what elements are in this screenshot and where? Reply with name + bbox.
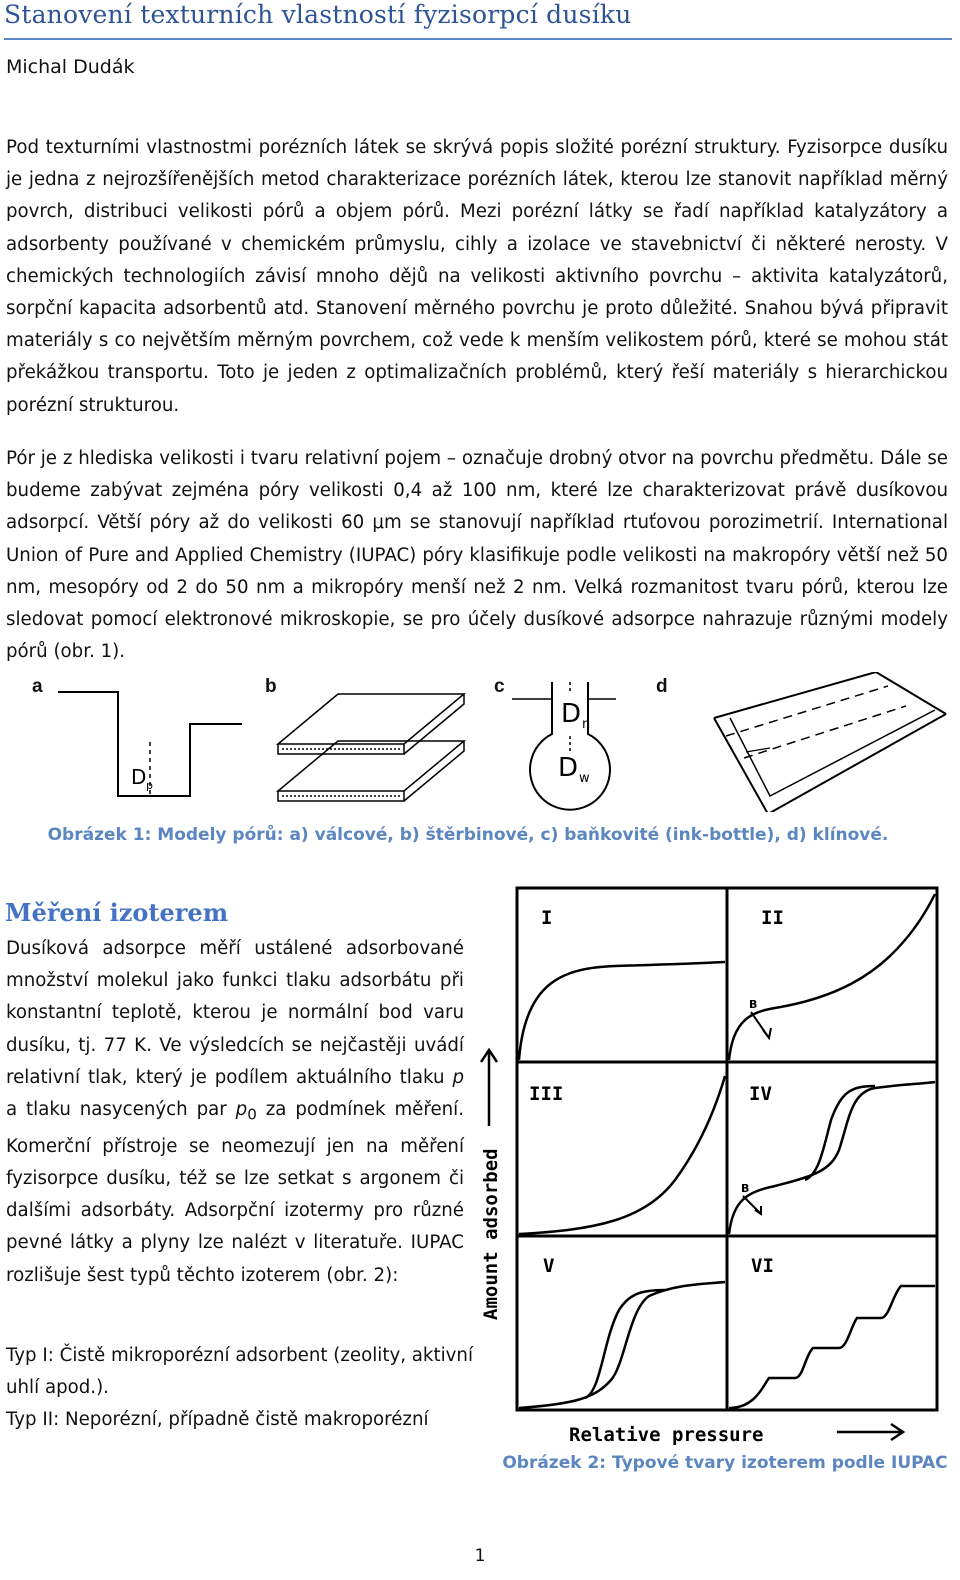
x-axis-label: Relative pressure — [569, 1424, 764, 1446]
dn-subscript: n — [582, 717, 591, 732]
section-heading: Měření izoterem — [5, 898, 229, 927]
isotherm-type-II-arrow — [751, 1012, 771, 1038]
title-rule — [4, 38, 952, 40]
dw-symbol: D — [558, 753, 579, 783]
author: Michal Dudák — [6, 56, 135, 78]
figure1-caption: Obrázek 1: Modely pórů: a) válcové, b) štěrbinové, c) baňkovité (ink-bottle), d) klínové. — [47, 825, 889, 845]
panel-label-III: III — [529, 1083, 564, 1105]
panel-label-VI: VI — [751, 1255, 774, 1277]
symbol-p: p — [452, 1066, 464, 1088]
type-1-item: Typ I: Čistě mikroporézní adsorbent (zeolity, aktivní uhlí apod.). — [6, 1345, 473, 1399]
isotherm-type-II — [729, 894, 935, 1060]
fig1-label-a: a — [32, 676, 43, 697]
symbol-p0: p — [235, 1099, 248, 1121]
panel-IV-point-b: B — [741, 1182, 750, 1195]
x-axis-arrow — [837, 1424, 903, 1440]
y-axis-label: Amount adsorbed — [480, 1148, 502, 1320]
dn-symbol: D — [561, 699, 582, 729]
figure2-caption: Obrázek 2: Typové tvary izoterem podle IUPAC — [502, 1453, 948, 1473]
intro-paragraph: Pod texturními vlastnostmi porézních látek se skrývá popis složité porézní struktury. Fyzisorpce dusíku je jedna z nejrozšířenějších metod charakterizace porézních látek, kterou lze stanovit například měrný povrch, distribuci velikosti pórů a objem pórů. Mezi porézní látky se řadí například katalyzátory a adsorbenty používané v chemickém průmyslu, cihly a izolace ve stavebnictví či některé nerosty. V chemických technologiích závisí mnoho dějů na velikosti aktivního povrchu – aktivita katalyzátorů, sorpční kapacita adsorbentů atd. Stanovení měrného povrchu je proto důležité. Snahou bývá připravit materiály s co největším měrným povrchem, což vede k menším velikostem pórů, které se mohou stát překážkou transportu. Toto je jeden z optimalizačních problémů, který řeší materiály s hierarchickou porézní strukturou. — [6, 137, 948, 416]
panel-label-V: V — [543, 1255, 555, 1277]
isotherm-type-VI — [729, 1286, 935, 1408]
isotherm-paragraph — [6, 933, 464, 1292]
isotherm-type-IV-desorption — [805, 1086, 875, 1180]
fig1-label-d: d — [656, 676, 668, 697]
type-2-item: Typ II: Neporézní, případně čistě makroporézní — [6, 1409, 429, 1431]
wedge-pore-drawing — [714, 672, 946, 812]
y-axis-arrow — [481, 1050, 497, 1126]
figure-isotherm-types — [475, 880, 955, 1455]
isotherm-type-I — [519, 962, 725, 1060]
isotherm-text-part-2: a tlaku nasycených par — [6, 1099, 236, 1121]
pore-models-drawing — [0, 672, 960, 812]
isotherm-type-IV-arrow — [743, 1196, 761, 1214]
isotherm-type-V-adsorption — [519, 1282, 725, 1408]
pore-paragraph: Pór je z hlediska velikosti i tvaru relativní pojem – označuje drobný otvor na povrchu předmětu. Dále se budeme zabývat zejména póry velikosti 0,4 až 100 nm, které lze charakterizovat právě dusíkovou adsorpcí. Větší póry až do velikosti 60 μm se stanovují například rtuťovou porozimetrií. International Union of Pure and Applied Chemistry (IUPAC) póry klasifikuje podle velikosti na makropóry větší než 50 nm, mesopóry od 2 do 50 nm a mikropóry menší než 2 nm. Velká rozmanitost tvaru pórů, kterou lze sledovat pomocí elektronové mikroskopie, se pro účely dusíkové adsorpce nahrazuje různými modely pórů (obr. 1). — [6, 448, 948, 663]
slit-pore-drawing — [278, 694, 464, 801]
panel-label-II: II — [761, 907, 784, 929]
dw-subscript: w — [579, 771, 590, 786]
isotherm-types-list — [6, 1340, 476, 1437]
page-title: Stanovení texturních vlastností fyzisorpcí dusíku — [4, 0, 632, 29]
symbol-p0-subscript: 0 — [247, 1105, 257, 1124]
panel-label-I: I — [541, 907, 553, 929]
isotherm-text-part-1: Dusíková adsorpce měří ustálené adsorbované množství molekul jako funkci tlaku adsorbátu při konstantní teplotě, kterou je normální bod varu dusíku, tj. 77 K. Ve výsledcích se nejčastěji uvádí relativní tlak, který je podílem aktuálního tlaku — [6, 938, 464, 1088]
dp-subscript: p — [146, 779, 153, 792]
panel-label-IV: IV — [749, 1083, 772, 1105]
panel-grid — [517, 888, 937, 1410]
dp-symbol: D — [131, 765, 147, 789]
isotherm-text-part-3: za podmínek měření. Komerční přístroje se neomezují jen na měření fyzisorpce dusíku, též se lze setkat s argonem či dalšími adsorbáty. Adsorpční izotermy pro různé pevné látky a plyny lze nalézt v literatuře. IUPAC rozlišuje šest typů těchto izoterem (obr. 2): — [6, 1099, 464, 1286]
figure-pore-models — [0, 672, 960, 812]
fig1-label-b: b — [265, 676, 277, 697]
page-number: 1 — [474, 1546, 486, 1566]
panel-II-point-b: B — [749, 998, 758, 1011]
fig1-label-c: c — [494, 676, 505, 697]
